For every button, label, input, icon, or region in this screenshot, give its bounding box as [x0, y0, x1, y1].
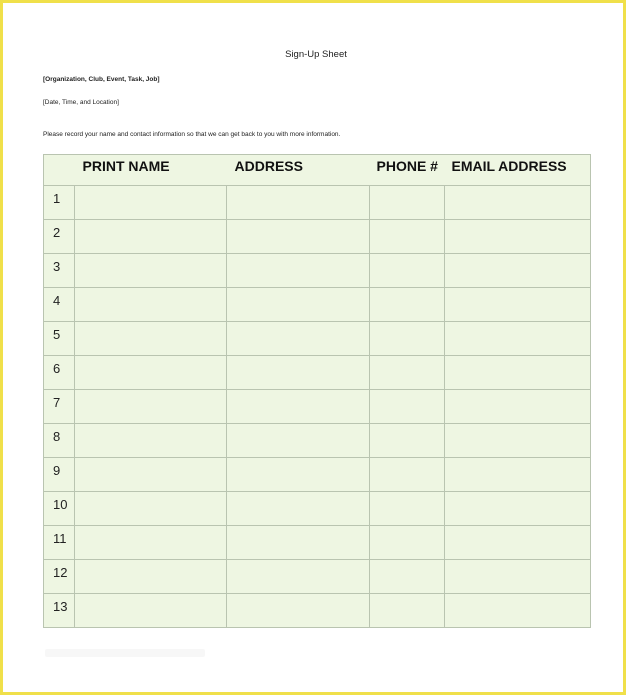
- table-row: [44, 186, 591, 220]
- phone-cell[interactable]: [370, 356, 445, 390]
- phone-cell[interactable]: [370, 322, 445, 356]
- name-cell[interactable]: [75, 492, 227, 526]
- name-cell[interactable]: [75, 356, 227, 390]
- phone-cell[interactable]: [370, 186, 445, 220]
- address-cell[interactable]: [227, 288, 370, 322]
- email-cell[interactable]: [445, 186, 591, 220]
- email-cell[interactable]: [445, 220, 591, 254]
- row-number: 12: [44, 560, 75, 594]
- row-number: 13: [44, 594, 75, 628]
- table-row: [44, 356, 591, 390]
- address-cell[interactable]: [227, 254, 370, 288]
- date-time-location-line: [Date, Time, and Location]: [43, 99, 119, 106]
- table-row: [44, 492, 591, 526]
- name-cell[interactable]: [75, 458, 227, 492]
- row-number: 9: [44, 458, 75, 492]
- instructions-text: Please record your name and contact information so that we can get back to you with more information.: [43, 131, 341, 138]
- email-cell[interactable]: [445, 424, 591, 458]
- phone-cell[interactable]: [370, 220, 445, 254]
- address-cell[interactable]: [227, 322, 370, 356]
- table-row: [44, 288, 591, 322]
- email-cell[interactable]: [445, 492, 591, 526]
- phone-cell[interactable]: [370, 492, 445, 526]
- table-row: [44, 526, 591, 560]
- email-cell[interactable]: [445, 322, 591, 356]
- address-cell[interactable]: [227, 560, 370, 594]
- email-cell[interactable]: [445, 458, 591, 492]
- email-cell[interactable]: [445, 594, 591, 628]
- table-row: [44, 322, 591, 356]
- row-number: 10: [44, 492, 75, 526]
- name-cell[interactable]: [75, 220, 227, 254]
- phone-cell[interactable]: [370, 288, 445, 322]
- address-cell[interactable]: [227, 424, 370, 458]
- header-number: [44, 155, 75, 186]
- phone-cell[interactable]: [370, 254, 445, 288]
- email-cell[interactable]: [445, 254, 591, 288]
- name-cell[interactable]: [75, 390, 227, 424]
- organization-line: [Organization, Club, Event, Task, Job]: [43, 76, 160, 83]
- row-number: 5: [44, 322, 75, 356]
- header-address: ADDRESS: [227, 155, 370, 186]
- name-cell[interactable]: [75, 560, 227, 594]
- address-cell[interactable]: [227, 594, 370, 628]
- email-cell[interactable]: [445, 356, 591, 390]
- table-row: [44, 254, 591, 288]
- name-cell[interactable]: [75, 424, 227, 458]
- email-cell[interactable]: [445, 390, 591, 424]
- address-cell[interactable]: [227, 390, 370, 424]
- row-number: 11: [44, 526, 75, 560]
- table-row: [44, 220, 591, 254]
- row-number: 6: [44, 356, 75, 390]
- row-number: 7: [44, 390, 75, 424]
- phone-cell[interactable]: [370, 424, 445, 458]
- row-number: 1: [44, 186, 75, 220]
- address-cell[interactable]: [227, 492, 370, 526]
- phone-cell[interactable]: [370, 594, 445, 628]
- table-row: [44, 458, 591, 492]
- address-cell[interactable]: [227, 526, 370, 560]
- name-cell[interactable]: [75, 594, 227, 628]
- table-row: [44, 594, 591, 628]
- name-cell[interactable]: [75, 526, 227, 560]
- name-cell[interactable]: [75, 254, 227, 288]
- phone-cell[interactable]: [370, 560, 445, 594]
- phone-cell[interactable]: [370, 390, 445, 424]
- faint-watermark: [45, 649, 205, 657]
- name-cell[interactable]: [75, 288, 227, 322]
- table-row: [44, 424, 591, 458]
- name-cell[interactable]: [75, 186, 227, 220]
- table-row: [44, 390, 591, 424]
- header-print-name: PRINT NAME: [75, 155, 227, 186]
- signup-table: [43, 154, 591, 628]
- address-cell[interactable]: [227, 356, 370, 390]
- row-number: 3: [44, 254, 75, 288]
- address-cell[interactable]: [227, 220, 370, 254]
- email-cell[interactable]: [445, 526, 591, 560]
- page-title: Sign-Up Sheet: [285, 49, 347, 60]
- row-number: 2: [44, 220, 75, 254]
- signup-table-body: [44, 186, 591, 628]
- row-number: 8: [44, 424, 75, 458]
- name-cell[interactable]: [75, 322, 227, 356]
- address-cell[interactable]: [227, 186, 370, 220]
- header-phone: PHONE #: [370, 155, 445, 186]
- email-cell[interactable]: [445, 288, 591, 322]
- header-email-address: EMAIL ADDRESS: [445, 155, 591, 186]
- phone-cell[interactable]: [370, 526, 445, 560]
- row-number: 4: [44, 288, 75, 322]
- address-cell[interactable]: [227, 458, 370, 492]
- email-cell[interactable]: [445, 560, 591, 594]
- table-header-row: [44, 155, 591, 186]
- table-row: [44, 560, 591, 594]
- phone-cell[interactable]: [370, 458, 445, 492]
